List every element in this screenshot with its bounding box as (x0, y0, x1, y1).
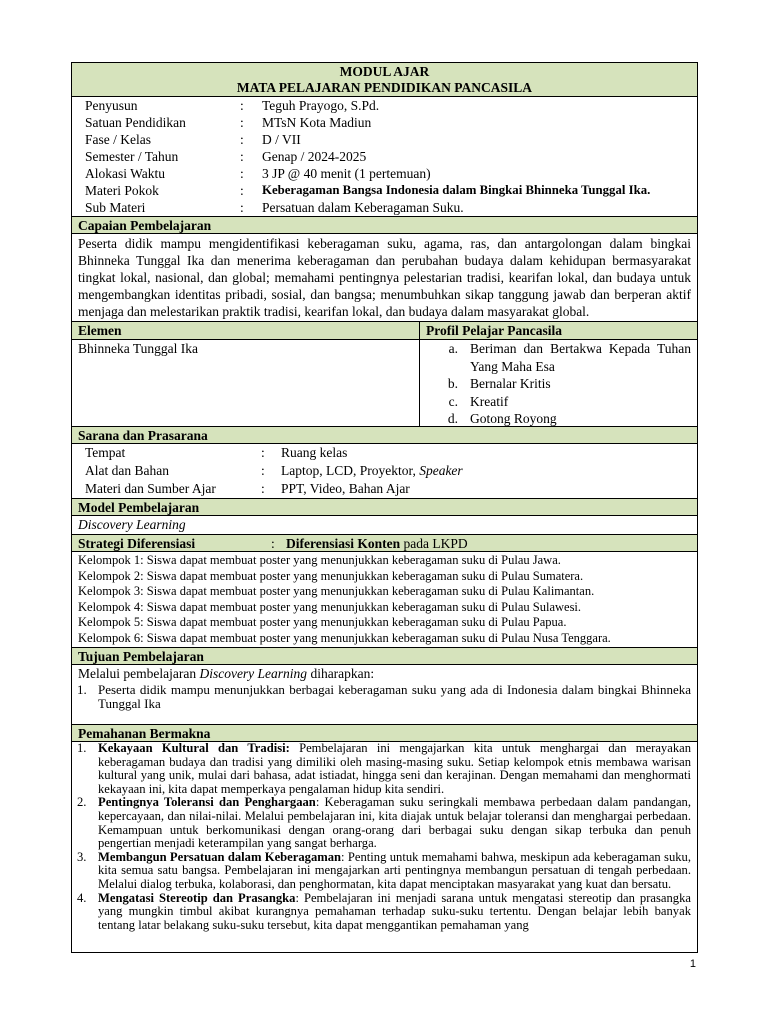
pemahaman-list (72, 742, 697, 932)
list-item: Kelompok 6: Siswa dapat membuat poster yang menunjukkan keberagaman suku di Pulau Nusa Tenggara. (78, 630, 611, 645)
list-item: 1. Kekayaan Kultural dan Tradisi: Pembelajaran ini mengajarkan kita untuk menghargai dan merayakan keberagaman budaya dan tradisi yang dimiliki oleh masing-masing suku. Setiap kelompok etnis membawa warisan kultural yang unik, mulai dari bahasa, adat istiadat, hingga seni dan kerajinan. Dengan memahami dan menghormati kekayaan ini, kita dapat memperkaya pengalaman hidup kita sendiri. (77, 742, 692, 796)
elemen-profil-header (72, 322, 697, 340)
info-value: Genap / 2024-2025 (262, 149, 367, 164)
sarana-row-tempat: Tempat : Ruang kelas (85, 445, 348, 460)
strategi-value-bold: Diferensiasi Konten (286, 536, 401, 551)
list-item: Kelompok 4: Siswa dapat membuat poster yang menunjukkan keberagaman suku di Pulau Sulawesi. (78, 599, 582, 614)
strategi-heading: Strategi Diferensiasi (78, 536, 196, 551)
list-item: Kelompok 2: Siswa dapat membuat poster yang menunjukkan keberagaman suku di Pulau Sumatera. (78, 568, 584, 583)
sarana-heading: Sarana dan Prasarana (72, 427, 697, 444)
list-item: 4. Mengatasi Stereotip dan Prasangka: Pembelajaran ini menjadi sarana untuk mengatasi stereotip dan prasangka yang mungkin timbul akibat kurangnya pemahaman terhadap suku-suku tertentu. Dengan belajar lebih banyak tentang latar belakang suku-suku tersebut, kita dapat menggantikan pemahaman yang (77, 890, 691, 932)
list-item: 1. Peserta didik mampu menunjukkan berbagai keberagaman suku yang ada di Indonesia dalam bingkai Bhinneka Tunggal Ika (77, 682, 691, 711)
list-item: Kelompok 5: Siswa dapat membuat poster yang menunjukkan keberagaman suku di Pulau Papua. (78, 615, 567, 629)
info-row-sub-materi: Sub Materi : Persatuan dalam Keberagaman Suku. (72, 199, 697, 216)
info-value: 3 JP @ 40 menit (1 pertemuan) (262, 166, 431, 181)
info-label: Penyusun (85, 98, 138, 113)
info-label: Semester / Tahun (85, 149, 179, 164)
profil-list (420, 340, 697, 428)
info-label: Fase / Kelas (85, 132, 151, 147)
info-value: MTsN Kota Madiun (262, 115, 372, 130)
capaian-heading: Capaian Pembelajaran (72, 217, 697, 234)
list-item: a. Beriman dan Bertakwa Kepada Tuhan Yang Maha Esa (448, 341, 691, 374)
list-item: d. Gotong Royong (447, 411, 557, 426)
tujuan-heading: Tujuan Pembelajaran (72, 648, 697, 665)
info-label: Sub Materi (85, 200, 146, 215)
list-item: 3. Membangun Persatuan dalam Keberagaman: Penting untuk memahami bahwa, meskipun ada keberagaman suku, kita semua satu bangsa. Pembelajaran ini mengajarkan arti pentingnya membangun persatuan di tengah perbedaan. Melalui dialog terbuka, kolaborasi, dan penghormatan, kita dapat menciptakan masyarakat yang kuat dan bersatu. (77, 849, 691, 891)
modul-ajar-document (71, 62, 698, 953)
info-value: Persatuan dalam Keberagaman Suku. (262, 200, 464, 215)
model-heading: Model Pembelajaran (72, 499, 697, 516)
page-number: 1 (689, 958, 696, 970)
info-row-penyusun: Penyusun : Teguh Prayogo, S.Pd. (72, 97, 697, 114)
strategi-header: Strategi Diferensiasi : Diferensiasi Konten pada LKPD (72, 535, 697, 552)
title-line-1: MODUL AJAR (339, 64, 430, 79)
info-row-alokasi: Alokasi Waktu : 3 JP @ 40 menit (1 pertemuan) (72, 165, 697, 182)
model-value: Discovery Learning (72, 516, 697, 535)
info-label: Materi Pokok (85, 183, 159, 198)
pemahaman-heading: Pemahanan Bermakna (72, 725, 697, 742)
elemen-value: Bhinneka Tunggal Ika (78, 341, 198, 356)
sarana-row-materi: Materi dan Sumber Ajar : PPT, Video, Bahan Ajar (85, 481, 410, 496)
info-value: D / VII (262, 132, 301, 147)
sarana-block (72, 444, 697, 499)
tujuan-list (72, 683, 697, 711)
title-line-2: MATA PELAJARAN PENDIDIKAN PANCASILA (236, 80, 533, 95)
info-value: Teguh Prayogo, S.Pd. (262, 98, 380, 113)
info-row-fase: Fase / Kelas : D / VII (72, 131, 697, 148)
strategi-groups (72, 552, 697, 648)
info-row-semester: Semester / Tahun : Genap / 2024-2025 (72, 148, 697, 165)
info-value: Keberagaman Bangsa Indonesia dalam Bingkai Bhinneka Tunggal Ika. (262, 183, 651, 197)
profil-cell (420, 340, 697, 426)
list-item: Kelompok 3: Siswa dapat membuat poster yang menunjukkan keberagaman suku di Pulau Kalimantan. (78, 584, 595, 598)
list-item: c. Kreatif (448, 393, 509, 409)
pemahaman-block (72, 742, 697, 952)
sarana-row-alat: Alat dan Bahan : Laptop, LCD, Proyektor, Speaker (85, 463, 463, 478)
identity-block (72, 97, 697, 217)
profil-heading: Profil Pelajar Pancasila (426, 323, 562, 338)
elemen-heading: Elemen (72, 322, 420, 339)
tujuan-block (72, 665, 697, 725)
list-item: 2. Pentingnya Toleransi dan Penghargaan: Keberagaman suku seringkali membawa perbedaan dalam pandangan, kepercayaan, dan nilai-nilai. Melalui pembelajaran ini, kita diajak untuk belajar toleransi dan menghargai perbedaan. Kemampuan untuk berkomunikasi dengan orang-orang dari berbagai suku dengan sikap terbuka dan penuh pengertian menjadi keterampilan yang sangat berharga. (77, 795, 691, 851)
list-item: Kelompok 1: Siswa dapat membuat poster yang menunjukkan keberagaman suku di Pulau Jawa. (78, 553, 561, 567)
elemen-profil-body (72, 340, 697, 427)
list-item: b. Bernalar Kritis (447, 376, 551, 391)
tujuan-intro: Melalui pembelajaran Discovery Learning diharapkan: (78, 666, 375, 681)
info-label: Satuan Pendidikan (85, 115, 186, 130)
capaian-text: Peserta didik mampu mengidentifikasi keberagaman suku, agama, ras, dan antargolongan dalam bingkai Bhinneka Tunggal Ika dan menerima keberagaman dan perubahan budaya dalam kehidupan bermasyarakat tingkat lokal, nasional, dan global; memahami pentingnya pelestarian tradisi, kearifan lokal, dan budaya untuk mengembangkan identitas pribadi, sosial, dan bangsa; menumbuhkan sikap tanggung jawab dan berperan aktif menjaga dan melestarikan praktik tradisi, kearifan lokal, dan budaya dalam masyarakat global. (72, 234, 697, 322)
info-row-materi-pokok: Materi Pokok : Keberagaman Bangsa Indonesia dalam Bingkai Bhinneka Tunggal Ika. (72, 182, 697, 199)
document-title (72, 63, 697, 97)
info-label: Alokasi Waktu (85, 166, 166, 181)
elemen-cell (72, 340, 420, 426)
info-row-satuan: Satuan Pendidikan : MTsN Kota Madiun (72, 114, 697, 131)
